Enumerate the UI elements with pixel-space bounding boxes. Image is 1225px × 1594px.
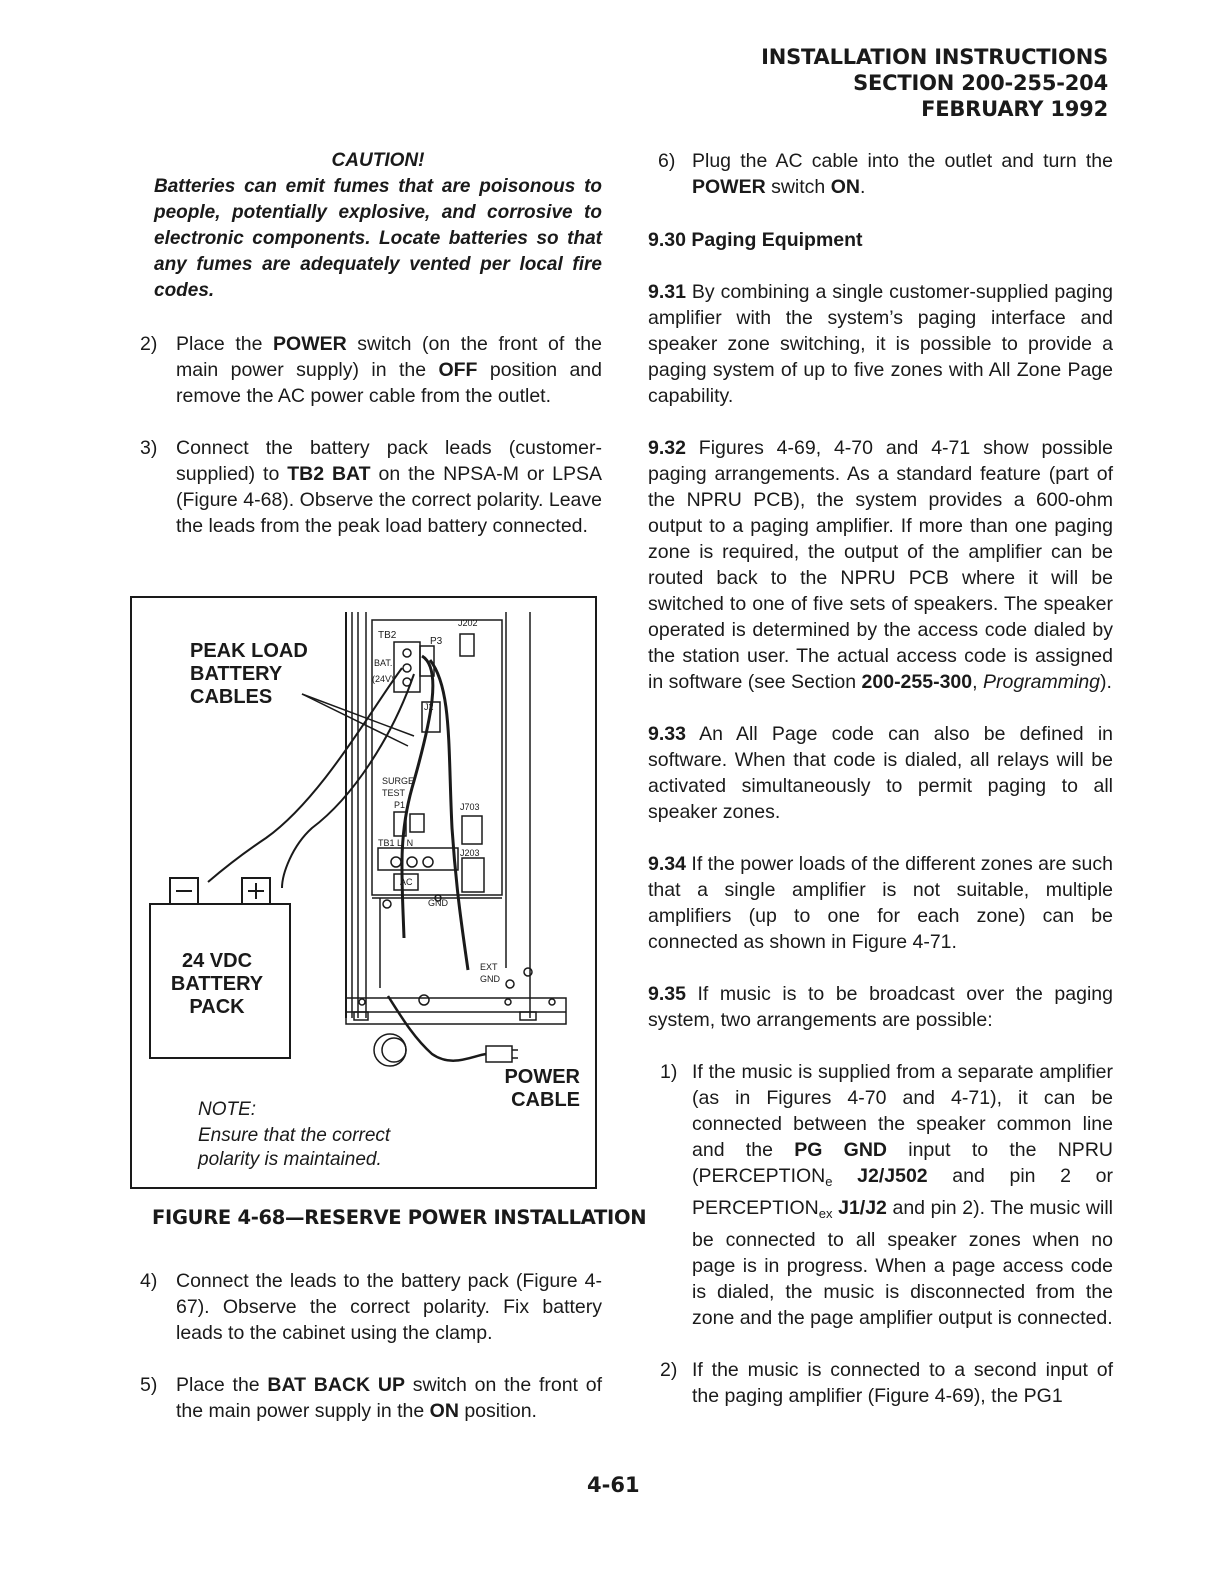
paragraph-9-34: [648, 851, 1113, 955]
left-column: [140, 148, 602, 539]
label-line: PEAK LOAD: [190, 640, 308, 662]
step-bold: J2/J502: [832, 1165, 928, 1187]
label-ext: EXT: [480, 962, 498, 972]
step-number: 1): [660, 1061, 678, 1083]
step-text: and pin 2 or PERCEPTION: [692, 1165, 1113, 1219]
step-text: Connect the battery pack leads (customer-supplied) to: [176, 437, 602, 485]
step-text: switch: [765, 176, 831, 198]
paragraph-9-33: [648, 721, 1113, 825]
step-text: Place the: [176, 333, 274, 355]
paragraph-text: If music is to be broadcast over the paging system, two arrangements are possible:: [648, 983, 1113, 1031]
label-line: BATTERY: [170, 973, 264, 995]
step-number: 6): [658, 150, 676, 172]
label-24v: (24V): [372, 674, 395, 684]
label-line: CABLE: [511, 1089, 580, 1111]
figure-4-68: [130, 596, 597, 1189]
step-text: Place the: [176, 1374, 268, 1396]
step-bold: POWER: [692, 176, 766, 198]
caution-title: CAUTION!: [331, 150, 425, 171]
paragraph-text: ).: [1100, 671, 1112, 693]
step-text: input to the NPRU (PERCEPTION: [692, 1139, 1113, 1187]
step-bold: POWER: [273, 333, 347, 355]
label-bat: BAT.: [374, 658, 393, 668]
paragraph-number: 9.31: [648, 281, 686, 303]
step-bold: ON: [830, 176, 860, 198]
step-number: 2): [660, 1359, 678, 1381]
header-section: SECTION 200-255-204: [853, 71, 1108, 95]
step-text: switch on the front of the main power supply in the: [176, 1374, 602, 1422]
paragraph-number: 9.35: [648, 983, 686, 1005]
note-title: NOTE:: [198, 1099, 257, 1120]
paragraph-text: If the power loads of the different zones are such that a single amplifier is not suitable, multiple amplifiers (up to one for each zone) can be connected as shown in Figure 4-71.: [648, 853, 1113, 953]
left-column-lower: [140, 1268, 602, 1424]
label-p3: P3: [430, 636, 443, 647]
step-text: Connect the leads to the battery pack (Figure 4-67). Observe the correct polarity. Fix battery leads to the cabinet using the clamp.: [176, 1270, 602, 1344]
label-p1: P1: [394, 800, 406, 810]
note-line: polarity is maintained.: [198, 1149, 382, 1170]
paragraph-text: Figures 4-69, 4-70 and 4-71 show possible paging arrangements. As a standard feature (part of the NPRU PCB), the system provides a 600-ohm output to a paging amplifier. If more than one paging zone is required, the output of the amplifier can be routed back to the NPRU PCB where it will be switched to one of five sets of speakers. The speaker operated is determined by the access code dialed by the station user. The actual access code is assigned in software (see Section: [648, 437, 1113, 693]
paragraph-text: ,: [972, 671, 983, 693]
step-text: on the NPSA-M or LPSA (Figure 4-68). Observe the correct polarity. Leave the leads from the peak load battery connected.: [176, 463, 602, 537]
label-surge: SURGE: [382, 776, 415, 786]
label-tb2: TB2: [378, 630, 397, 641]
subscript: ex: [818, 1206, 833, 1221]
step-number: 4): [140, 1270, 158, 1292]
power-cable-label: [492, 1066, 580, 1112]
step-bold: ON: [429, 1400, 459, 1422]
document-header: [761, 44, 1108, 122]
label-test: TEST: [382, 788, 406, 798]
step-text: Plug the AC cable into the outlet and turn the: [692, 150, 1113, 172]
programming-reference: Programming: [982, 671, 1101, 693]
paragraph-number: 9.33: [648, 723, 686, 745]
step-5: [140, 1372, 602, 1424]
section-heading: 9.30 Paging Equipment: [648, 229, 863, 251]
step-text: and pin 2). The music will be connected to all speaker zones when no page is in progress. When a page access code is dialed, the music is disconnected from the zone and the page amplifier output is connected.: [692, 1197, 1113, 1329]
step-text: .: [859, 176, 866, 198]
label-line: CABLES: [190, 686, 273, 708]
step-text: If the music is connected to a second input of the paging amplifier (Figure 4-69), the PG1: [692, 1359, 1113, 1407]
step-text: If the music is supplied from a separate amplifier (as in Figures 4-70 and 4-71), it can be connected between the speaker common line and the: [692, 1061, 1113, 1161]
step-6: [648, 148, 1113, 200]
subscript: e: [825, 1174, 833, 1189]
label-tb1: TB1 L N: [378, 838, 414, 848]
label-j703: J703: [460, 802, 480, 812]
step-bold: TB2 BAT: [287, 463, 371, 485]
label-line: PACK: [189, 996, 245, 1018]
label-line: 24 VDC: [181, 950, 253, 972]
figure-caption: FIGURE 4-68—RESERVE POWER INSTALLATION: [152, 1206, 647, 1229]
label-line: BATTERY: [190, 663, 283, 685]
paragraph-number: 9.34: [648, 853, 686, 875]
step-number: 2): [140, 333, 158, 355]
right-column: [648, 148, 1113, 1409]
caution-body: Batteries can emit fumes that are poisonous to people, potentially explosive, and corrosive to electronic components. Locate batteries so that any fumes are adequately vented per local fire codes.: [154, 176, 602, 301]
step-4: [140, 1268, 602, 1346]
note-line: Ensure that the correct: [198, 1125, 391, 1146]
step-bold: OFF: [438, 359, 478, 381]
label-j203: J203: [460, 848, 480, 858]
step-number: 3): [140, 437, 158, 459]
paragraph-text: An All Page code can also be defined in software. When that code is dialed, all relays will be activated simultaneously to permit paging to all speaker zones.: [648, 723, 1113, 823]
peak-load-label: [190, 640, 308, 709]
step-bold: J1/J2: [832, 1197, 887, 1219]
paragraph-9-31: [648, 279, 1113, 409]
step-number: 5): [140, 1374, 158, 1396]
paragraph-9-32: [648, 435, 1113, 695]
paragraph-number: 9.32: [648, 437, 686, 459]
step-2: [140, 331, 602, 409]
figure-note: [198, 1098, 390, 1172]
step-text: switch (on the front of the main power supply) in the: [176, 333, 602, 381]
header-date: FEBRUARY 1992: [921, 97, 1108, 121]
step-3: [140, 435, 602, 539]
paragraph-9-35: [648, 981, 1113, 1033]
page-number: 4-61: [587, 1473, 640, 1497]
step-text: position.: [458, 1400, 537, 1422]
caution-block: [140, 148, 602, 304]
music-option-1: [648, 1059, 1113, 1331]
label-gnd: GND: [428, 898, 448, 908]
music-option-2: [648, 1357, 1113, 1409]
label-line: POWER: [504, 1066, 580, 1088]
label-ac: AC: [400, 877, 413, 887]
section-reference: 200-255-300: [861, 671, 973, 693]
label-ext-gnd: GND: [480, 974, 500, 984]
step-bold: PG GND: [794, 1139, 887, 1161]
label-j202: J202: [458, 618, 478, 628]
header-title: INSTALLATION INSTRUCTIONS: [761, 45, 1108, 69]
label-j2: J2: [424, 702, 434, 712]
step-text: position and remove the AC power cable from the outlet.: [176, 359, 602, 407]
paragraph-text: By combining a single customer-supplied paging amplifier with the system’s paging interface and speaker zone switching, it is possible to provide a paging system of up to five zones with All Zone Page capability.: [648, 281, 1113, 407]
step-bold: BAT BACK UP: [267, 1374, 405, 1396]
battery-pack-label: [162, 950, 272, 1019]
